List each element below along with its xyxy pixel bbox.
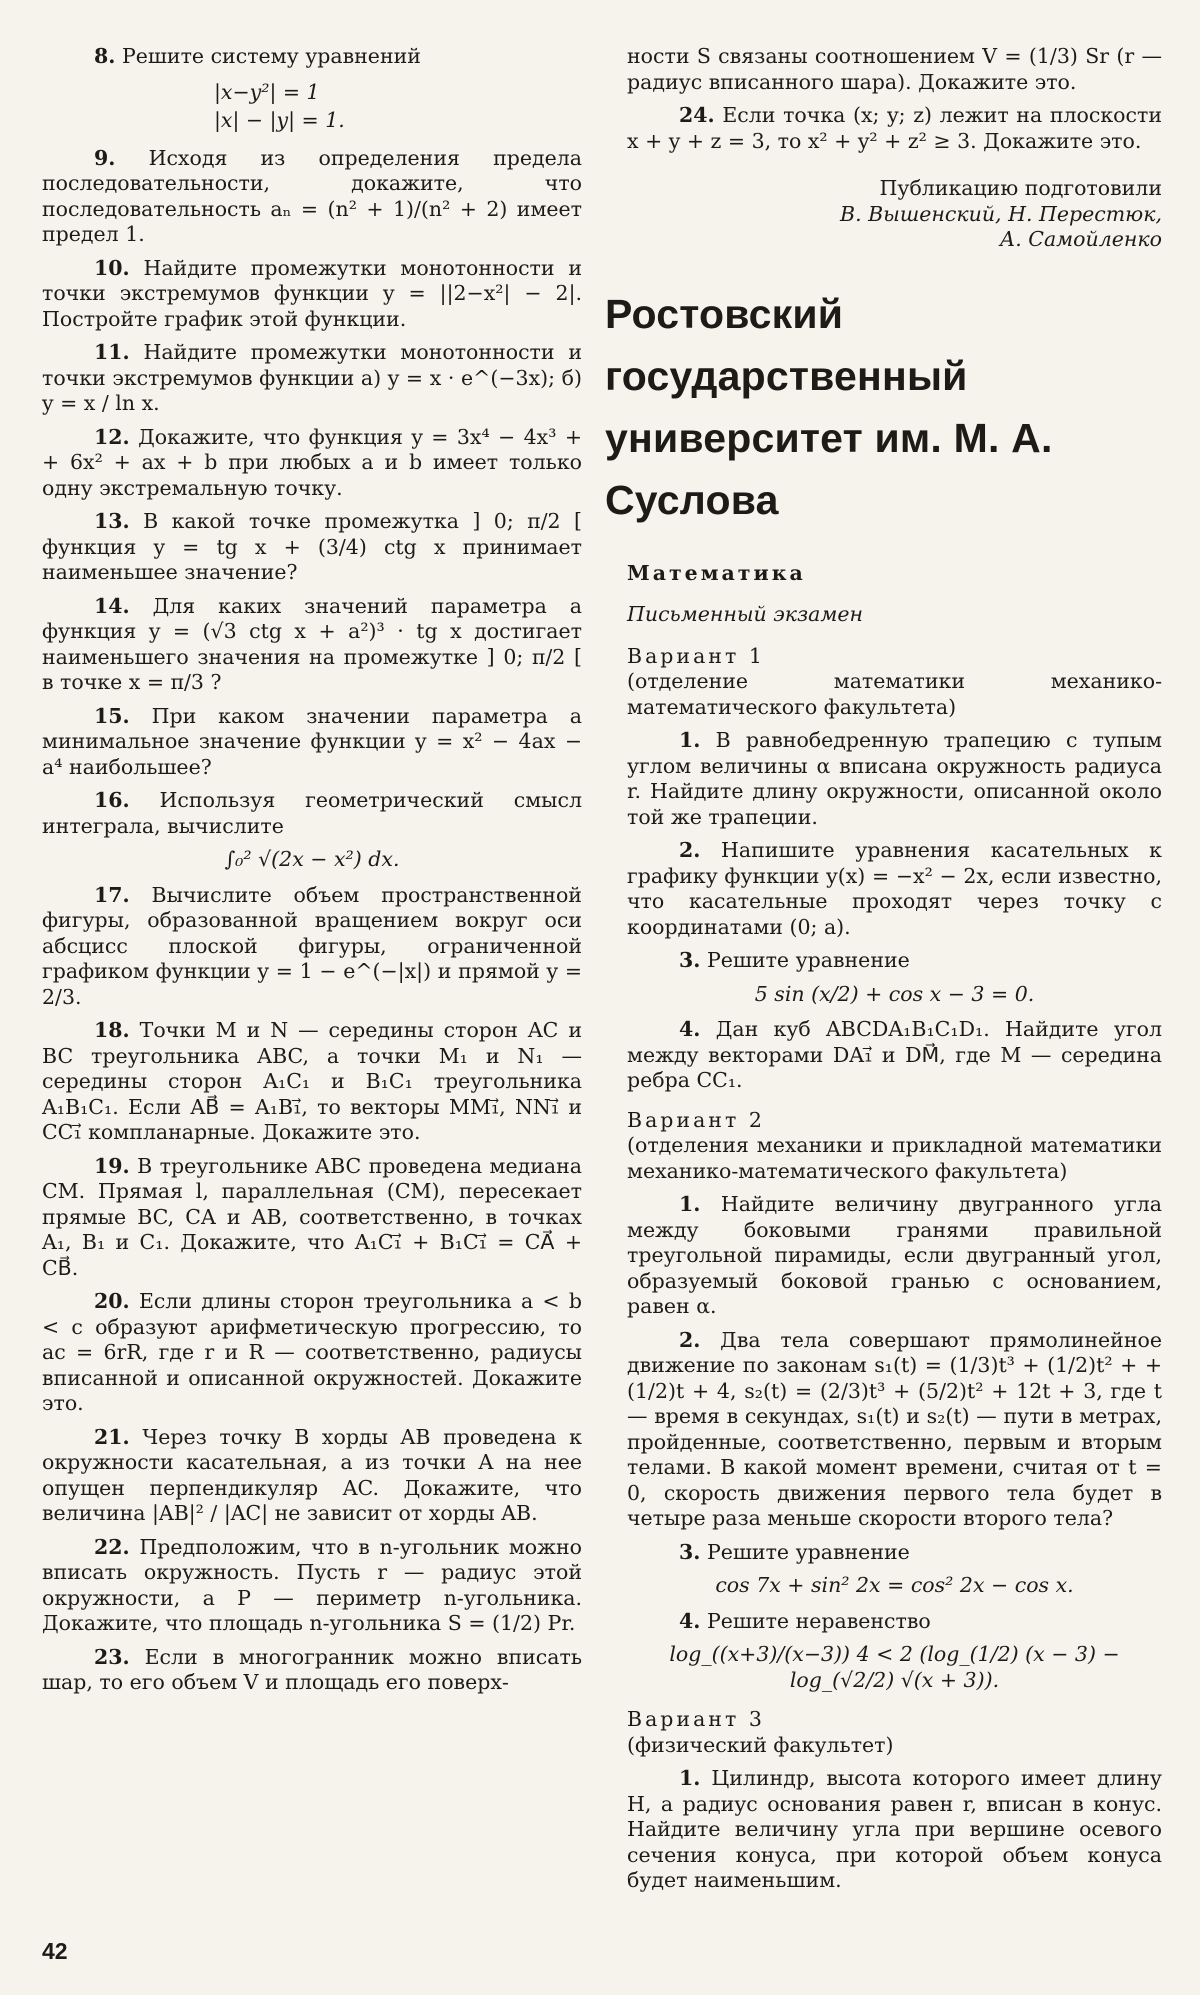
problem-text: Предположим, что в n-угольник можно вписать окружность. Пусть r — радиус этой окружности, а P — периметр n-угольника. Докажите, что площадь n-угольника S = (1/2) Pr. (42, 1534, 582, 1635)
problem-number: 4. (679, 1017, 701, 1041)
problem-12 (42, 425, 582, 502)
problem-14 (42, 594, 582, 696)
problem-text: Решите неравенство (706, 1608, 931, 1633)
problem-11 (42, 340, 582, 417)
problem-9 (42, 146, 582, 248)
problem-23 (42, 1645, 582, 1696)
problem-8 (42, 44, 582, 70)
variant-2-title: Вариант 2 (627, 1107, 765, 1132)
integral-equation: ∫₀² √(2x − x²) dx. (224, 847, 400, 871)
problem-text: Вычислите объем пространственной фигуры, образованной вращением вокруг оси абсцисс плоской фигуры, ограниченной графиком функции y = 1 − e^(−|x|) и прямой y = 2/3. (42, 882, 582, 1009)
university-title: Ростовский государственный университет им. М. А. Суслова (605, 290, 1053, 523)
page-number: 42 (42, 1938, 68, 1964)
problem-text: Напишите уравнения касательных к графику функции y(x) = −x² − 2x, если известно, что касательные проходят через точку с координатами (0; a). (627, 838, 1162, 939)
section-heading: Математика (627, 560, 806, 585)
variant-2-department: (отделения механики и прикладной математики механико-математического факультета) (627, 1133, 1162, 1183)
problem-number: 20. (94, 1289, 130, 1313)
v2-problem-2 (627, 1328, 1162, 1532)
problem-text: Найдите промежутки монотонности и точки экстремумов функции y = ||2−x²| − 2|. Постройте график этой функции. (42, 255, 582, 331)
credits (627, 176, 1162, 253)
problem-text: Решите уравнение (706, 1539, 910, 1564)
problem-number: 14. (94, 593, 130, 618)
problem-number: 4. (679, 1608, 701, 1633)
problem-number: 15. (94, 703, 130, 728)
variant-3-title: Вариант 3 (627, 1707, 765, 1731)
problem-text: В равнобедренную трапецию с тупым углом величины α вписана окружность радиуса r. Найдите длину окружности, описанной около той же трапеции. (627, 728, 1162, 829)
problem-18 (42, 1018, 582, 1146)
problem-number: 1. (679, 728, 701, 752)
problem-text: Используя геометрический смысл интеграла, вычислите (42, 788, 582, 838)
problem-16 (42, 788, 582, 839)
v1-problem-3 (627, 948, 1162, 974)
problem-text: Исходя из определения предела последовательности, докажите, что последовательность aₙ = (n² + 1)/(n² + 2) имеет предел 1. (42, 145, 582, 246)
problem-text: Докажите, что функция y = 3x⁴ − 4x³ + + 6x² + ax + b при любых a и b имеет только одну экстремальную точку. (42, 424, 582, 500)
system-line-1: |x−y²| = 1 (214, 79, 320, 104)
problem-15 (42, 704, 582, 781)
problem-10 (42, 256, 582, 333)
problem-text: Найдите величину двугранного угла между боковыми гранями правильной треугольной пирамиды, если двугранный угол, образуемый боковой гранью с основанием, равен α. (627, 1192, 1162, 1318)
problem-text: Два тела совершают прямолинейное движение по законам s₁(t) = (1/3)t³ + (1/2)t² + + (1/2)t + 4, s₂(t) = (2/3)t³ + (5/2)t² + 12t + 3, где t — время в секундах, s₁(t) и s₂(t) — пути в метрах, пройденные, соответственно, первым и вторым телами. В какой момент времени, считая от t = 0, скорость движения первого тела будет в четыре раза меньше скорости второго тела? (627, 1327, 1162, 1530)
problem-text: Для каких значений параметра a функция y = (√3 ctg x + a²)³ · tg x достигает наименьшего значения на промежутке ] 0; π/2 [ в точке x = π/3 ? (42, 593, 582, 694)
problem-text: В треугольнике ABC проведена медиана CM. Прямая l, параллельная (CM), пересекает прямые BC, CA и AB, соответственно, в точках A₁, B₁ и C₁. Докажите, что A₁C₁⃗ + B₁C₁⃗ = CA⃗ + CB⃗. (42, 1153, 582, 1280)
problem-13 (42, 509, 582, 586)
problem-23-continued: ности S связаны соотношением V = (1/3) Sr (r — радиус вписанного шара). Докажите это. (627, 44, 1162, 94)
problem-number: 1. (679, 1192, 701, 1216)
problem-number: 17. (94, 882, 130, 907)
problem-number: 1. (679, 1766, 701, 1790)
problem-20 (42, 1289, 582, 1417)
problem-19 (42, 1154, 582, 1282)
problem-number: 13. (94, 509, 130, 533)
problem-text: Найдите промежутки монотонности и точки экстремумов функции а) y = x · e^(−3x); б) y = x / ln x. (42, 340, 582, 415)
problem-number: 23. (94, 1644, 130, 1669)
problem-number: 9. (94, 145, 116, 170)
problem-number: 3. (679, 1539, 701, 1564)
v2-problem-1 (627, 1192, 1162, 1320)
problem-number: 2. (679, 838, 701, 862)
credits-label: Публикацию подготовили (879, 176, 1162, 200)
v2-problem-4 (627, 1609, 1162, 1635)
problem-text: Дан куб ABCDA₁B₁C₁D₁. Найдите угол между векторами DA₁⃗ и DM⃗, где M — середина ребра CC₁. (627, 1017, 1162, 1092)
exam-type: Письменный экзамен (627, 602, 864, 626)
problem-text: Решите уравнение (706, 948, 910, 972)
problem-number: 21. (94, 1424, 130, 1449)
problem-number: 19. (94, 1153, 130, 1178)
problem-number: 24. (679, 103, 715, 127)
v1-problem-2 (627, 838, 1162, 940)
problem-text: При каком значении параметра a минимальное значение функции y = x² − 4ax − a⁴ наибольшее? (42, 703, 582, 779)
v1-problem-1 (627, 728, 1162, 830)
problem-number: 3. (679, 948, 701, 972)
problem-number: 12. (94, 424, 130, 449)
equation-system (214, 78, 582, 134)
problem-17 (42, 883, 582, 1011)
problem-text: Точки M и N — середины сторон AC и BC треугольника ABC, а точки M₁ и N₁ — середины сторон A₁C₁ и B₁C₁ треугольника A₁B₁C₁. Если AB⃗ = A₁B₁⃗, то векторы MM₁⃗, NN₁⃗ и CC₁⃗ компланарные. Докажите это. (42, 1018, 582, 1144)
problem-24 (627, 103, 1162, 154)
problem-number: 18. (94, 1018, 130, 1042)
v2-problem-3 (627, 1540, 1162, 1566)
right-column (605, 44, 1162, 1902)
problem-number: 2. (679, 1327, 701, 1352)
v3-problem-1 (627, 1766, 1162, 1894)
problem-text: Решите систему уравнений (121, 44, 421, 68)
problem-number: 16. (94, 788, 130, 812)
v1-problem-4 (627, 1017, 1162, 1094)
problem-number: 11. (94, 340, 130, 364)
problem-text: Цилиндр, высота которого имеет длину H, а радиус основания равен r, вписан в конус. Найдите величину угла при вершине осевого сечения конуса, при которой объем конуса будет наименьшим. (627, 1766, 1162, 1892)
problem-text: В какой точке промежутка ] 0; π/2 [ функция y = tg x + (3/4) ctg x принимает наименьшее значение? (42, 509, 582, 584)
problem-number: 22. (94, 1534, 130, 1559)
problem-number: 8. (94, 44, 116, 68)
credits-names-line-2: А. Самойленко (999, 227, 1162, 251)
v2-problem-4-inequality: log_((x+3)/(x−3)) 4 < 2 (log_(1/2) (x − 3) − log_(√2/2) √(x + 3)). (669, 1642, 1120, 1692)
problem-21 (42, 1425, 582, 1527)
credits-names-line-1: В. Вышенский, Н. Перестюк, (840, 201, 1162, 226)
variant-1-title: Вариант 1 (627, 643, 765, 668)
problem-text: Если в многогранник можно вписать шар, то его объем V и площадь его поверх- (42, 1644, 582, 1694)
problem-text: Если точка (x; y; z) лежит на плоскости x + y + z = 3, то x² + y² + z² ≥ 3. Докажите это. (627, 103, 1162, 153)
problem-text: Через точку B хорды AB проведена к окружности касательная, а из точки A на нее опущен перпендикуляр AC. Докажите, что величина |AB|² / |AC| не зависит от хорды AB. (42, 1424, 582, 1525)
left-column (42, 44, 582, 1704)
system-line-2: |x| − |y| = 1. (214, 107, 345, 132)
problem-text: Если длины сторон треугольника a < b < c образуют арифметическую прогрессию, то ac = 6rR, где r и R — соответственно, радиусы вписанной и описанной окружностей. Докажите это. (42, 1289, 582, 1415)
problem-number: 10. (94, 255, 130, 280)
v2-problem-3-equation: cos 7x + sin² 2x = cos² 2x − cos x. (715, 1573, 1074, 1597)
problem-22 (42, 1535, 582, 1637)
variant-1-department: (отделение математики механико-математического факультета) (627, 669, 1162, 719)
v1-problem-3-equation: 5 sin (x/2) + cos x − 3 = 0. (754, 981, 1035, 1006)
variant-3-department: (физический факультет) (627, 1732, 894, 1757)
